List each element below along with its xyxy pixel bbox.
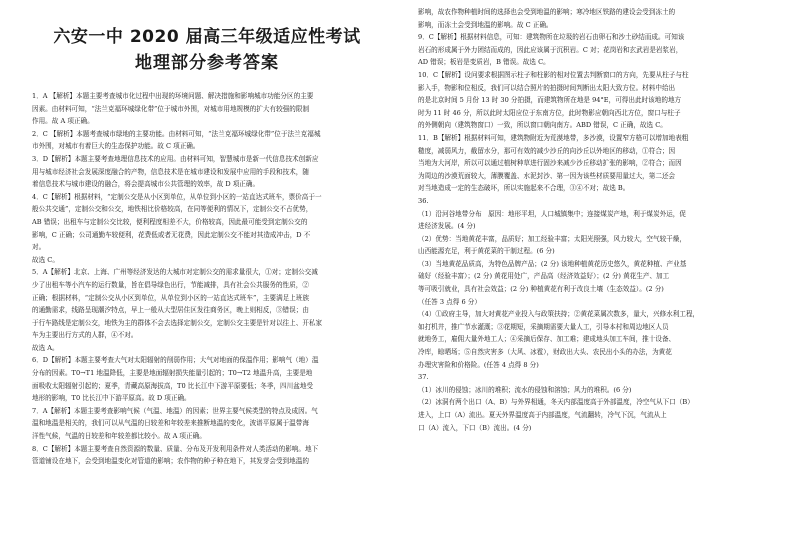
page-subtitle: 地理部分参考答案	[135, 53, 279, 73]
answer-line: 2．C 【解析】本题考查城市绿地的主要功能。由材料可知，“法兰克福环城绿化带”位于法兰克福城	[32, 129, 321, 138]
answer-line: 管道铺设在地下，会受到地温变化对管道的影响；农作物的种子种在地下，其发芽会受到地温的	[32, 457, 309, 466]
page-title: 六安一中 2020 届高三年级适应性考试	[53, 27, 361, 47]
answer-line: 5．A【解析】北京、上海、广州等经济发达的大城市对定制公交的需求量很大，①对；定制公交减	[32, 268, 318, 277]
answer-line: 般公共交通”，定制公交和公交，地铁相比价格较高，在同等便利的情况下，定制公交不占优势，	[32, 205, 313, 214]
answer-line: 用与城市经济社会发展深度融合的产物，信息技术是在城市建设和发展中应用的手段和技术，随	[32, 167, 309, 176]
answer-line: 影响，而冻土会受到地温的影响。故 C 正确。	[418, 20, 553, 29]
answer-line: 6．D【解析】本题主要考查大气对太阳辐射的削弱作用；大气对地面的保温作用；影响气（地）温	[32, 356, 319, 365]
answer-line: 于行车路线是定制公交，地铁为主的群体不会去选择定制公交，定制公交主要是针对以往上、开私家	[32, 318, 323, 327]
answer-line: （4）①政府主导，加大对黄花产业投入与政策扶持；②黄花菜属次数多，量大，兴修水利工程，	[418, 310, 700, 319]
answer-line: 市外围，对城市有着巨大的生态保护功能。故 C 项正确。	[32, 142, 200, 151]
answer-line: 岩石的形成属于外力团结而成的，因此应该属于沉积岩。C 对；花岗岩和玄武岩是岩浆岩，	[418, 45, 683, 54]
answer-line: 对。	[32, 243, 46, 252]
answer-line: （1）冰川的侵蚀；冰川的堆积；流水的侵蚀和溶蚀；风力的堆积。(6 分)	[418, 385, 632, 394]
answer-line: 对当地造成一定的生态破坏，所以实施起来不合理，③④不对；故选 B。	[418, 184, 630, 193]
answer-line: 3．D【解析】本题主要考查地理信息技术的应用。由材料可知，智慧城市是新一代信息技术创新应	[32, 154, 319, 163]
answer-line: （3）当地黄花品质高，为特色品牌产品；(2 分) 该地种植黄花历史悠久，黄花种植、产业基	[418, 259, 687, 268]
answer-line: 车为主要出行方式的人群，④不对。	[32, 331, 138, 340]
answer-line: 7．A【解析】本题主要考查影响气候（气温、地温）的因素；世界主要气候类型的特点及成因。气	[32, 406, 318, 415]
answer-line: 分布的因素。T0→T1 地温降低，主要是地面辐射损失能量引起的；T0→T2 地温升高，主要是地	[32, 369, 313, 378]
answer-line: 影响，故农作物种植时间的选择也会受到地温的影响；寒冷地区铁路的建设会受到冻土的	[418, 8, 676, 16]
answer-line: 冷库，晾晒场；⑤自然灾害多（大风、冰雹），财政出大头、农民出小头的办法，为黄花	[418, 348, 672, 357]
answer-line: 8．C【解析】本题主要考查自然资源的数量、质量、分布及开发利用条件对人类活动的影响。地下	[32, 444, 319, 453]
answer-line: 的通勤需求，线路呈现潮汐特点，早上一般从大型居住区发往商务区，晚上则相反，③错误；由	[32, 306, 309, 315]
answer-line: 1．A 【解析】本题主要考查城市化过程中出现的环境问题、解决措施和影响城市功能分区的主要	[32, 92, 314, 100]
answer-line: 当地为大河岸，所以可以通过植树种草进行固沙来减少沙丘移动扩张的影响，②符合；而因	[418, 159, 682, 168]
answer-line: 山西能源充足，利于黄花菜的干制过程。(6 分)	[418, 247, 555, 256]
answer-line: 影响，C 正确；公司通勤车较便利，花费低或者无花费，因此定制公交不能对其造成冲击，D 不	[32, 230, 311, 239]
answer-line: 办理灾害险和价格险。(任答 4 点得 8 分)	[418, 360, 539, 369]
answer-line: 影入手，物影和位相反，我们可以结合照片的拍摄时间判断出太阳大致方位。材料中给出	[418, 83, 676, 92]
answer-line: 时为 11 时 46 分，所以此时太阳应位于东南方位，此时物影应朝向西北方位，窗口与柱子	[418, 108, 681, 117]
answer-line: 故选 A。	[32, 343, 59, 352]
answer-line: 10．C【解析】设问要求根据图示柱子和柱影的相对位置去判断窗口的方向，先要从柱子与柱	[418, 70, 689, 79]
answer-line: 等可吸引就业，具有社会效益；(2 分) 种植黄花有利于改良土壤（生态效益）。(2 分)	[418, 285, 664, 294]
answer-line: 因素。由材料可知，“法兰克福环城绿化带”位于城市外围，对城市用地规模的扩大有较强的限制	[32, 104, 310, 113]
answer-line: 面吸收太阳辐射引起的；夏季，青藏高原海拔高，T0 比长江中下游平原要低；冬季，四川盆地受	[32, 381, 314, 390]
answer-line: AD 错误；板岩是变质岩，B 错误。故选 C。	[418, 58, 550, 67]
answer-line: 9．C【解析】根据材料信息，可知：建筑物所在垃圾的岩石由卵石和沙土砂结而成。可知该	[418, 33, 685, 42]
answer-line: 正确；根据材料，“定制公交从小区到单位，从单位到小区的一站直达式班车”，主要满足上班族	[32, 293, 310, 302]
answer-line: 36.	[418, 196, 429, 205]
answer-line: 11．B【解析】根据材料可知，建筑物附近为荒漠地带，多沙漠，设置窄方格可以增加地表粗	[418, 133, 689, 142]
answer-line: 洋性气候，气温的日较差和年较差都比较小。故 A 项正确。	[32, 432, 206, 441]
answer-line: 故选 C。	[32, 255, 59, 264]
answer-line: 糙度，减弱风力，截留水分，那可有效的减少沙丘的向沙丘以外地区的移动，①符合；因	[418, 146, 676, 155]
answer-line: 4．C【解析】根据材料，“定制公交是从小区到单位，从单位到小区的一站直达式班车，票价高于一	[32, 192, 322, 201]
answer-line: 地形的影响，T0 比长江中下游平原高。故 D 项正确。	[32, 394, 191, 403]
answer-line: 的外侧朝向（建筑物窗口）一致，所以窗口朝向南方。ABD 错误，C 正确，故选 C。	[418, 121, 667, 130]
answer-line: 作用。故 A 项正确。	[32, 117, 94, 126]
right-answers	[418, 0, 770, 549]
answer-line: 的是北京时间 5 月份 13 时 30 分拍摄，而建筑物所在地是 94°E，可得出此时该地的地方	[418, 96, 682, 105]
answer-line: 温和地温是相关的，我们可以从气温的日较差和年较差来推断地温的变化，波谱平原属于温带海	[32, 419, 309, 428]
answer-line: （2）优势：当地黄花丰富，品质好；加工经验丰富；太阳光照强，风力较大，空气较干燥，	[418, 234, 686, 243]
answer-line: （1）沿河谷地带分布 原因：地形平坦，人口城镇集中；连接煤炭产地，利于煤炭外运，促	[418, 209, 686, 218]
answer-line: 口（A）流入，下口（B）流出。(4 分)	[418, 423, 532, 432]
answer-line: （2）冰洞有两个出口（A、B）与外界相通，冬天内部温度高于外部温度，冷空气从下口（B）	[418, 398, 694, 407]
left-answers	[32, 90, 382, 540]
answer-line: 进经济发展。(4 分)	[418, 222, 476, 231]
answer-line: 少了出租车等小汽车的运行数量，旨在倡导绿色出行，节能减排，具有社会公共服务的性质，②	[32, 280, 309, 289]
answer-line: 37.	[418, 373, 429, 382]
answer-line: AB 错误；出租车与定制公交比较，便利程度相差不大，价格较高，因此最可能受到定制公交的	[32, 217, 308, 226]
answer-line: 础好（经验丰富）；(2 分) 黄花用处广，产品高（经济效益好）；(2 分) 黄花生产、加工	[418, 272, 670, 281]
answer-line: （任答 3 点得 6 分）	[418, 297, 481, 306]
answer-line: 如打机井，推广节水灌溉；③花期短，采摘期需要大量人工，引导本村和周边地区人员	[418, 322, 669, 331]
answer-line: 就地务工，雇佣大量外地工人；④采摘后保存、加工难；建成地头加工车间，推十设备、	[418, 335, 676, 344]
answer-line: 进入，上口（A）流出。夏天外界温度高于内部温度，气流翻转，冷气下沉，气流从上	[418, 411, 667, 419]
answer-line: 着信息技术与城市建设的融合，将会提高城市公共管理的效率，故 D 项正确。	[32, 180, 260, 189]
answer-line: 为周边的沙漠荒面较大，薄膜覆盖、水泥封沙、第一因为该些材质要用量过大，第二还会	[418, 171, 676, 180]
